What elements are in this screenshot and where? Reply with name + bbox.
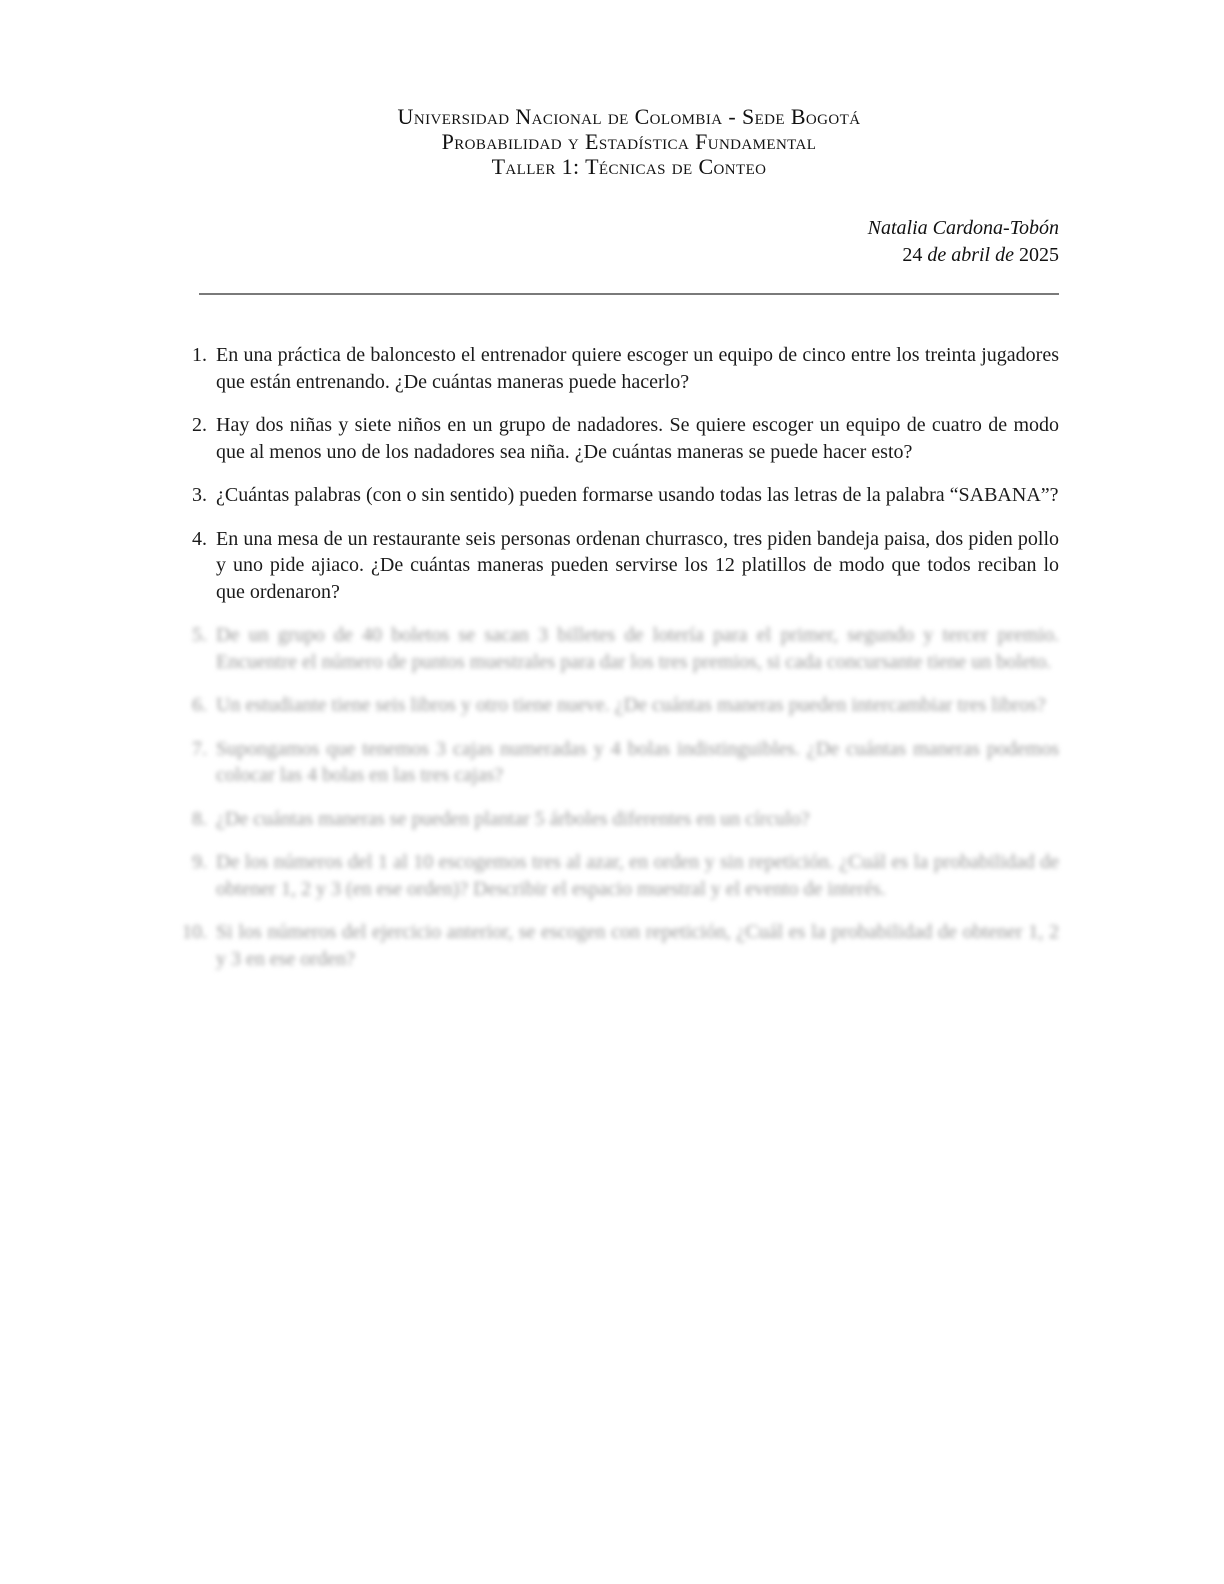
- problem-number: 4.: [192, 527, 207, 550]
- problem-item-3: [192, 482, 1059, 509]
- problem-item-4: [192, 526, 1059, 606]
- problem-item-10: [182, 919, 1059, 972]
- problem-text: ¿De cuántas maneras se pueden plantar 5 árboles diferentes en un círculo?: [216, 807, 810, 830]
- author-name: Natalia Cardona-Tobón: [867, 217, 1059, 239]
- problem-item-6: [192, 692, 1059, 719]
- horizontal-rule: [199, 293, 1059, 295]
- byline: [199, 215, 1059, 269]
- problem-number: 3.: [192, 484, 207, 506]
- problem-text: De los números del 1 al 10 escogemos tres al azar, en orden y sin repetición. ¿Cuál es la probabilidad de obtener 1, 2 y 3 (en ese orden)? Describir el espacio muestral y el evento de interés.: [216, 851, 1059, 900]
- problem-text: De un grupo de 40 boletos se sacan 3 billetes de lotería para el primer, segundo y tercer premio. Encuentre el número de puntos muestrales para dar los tres premios, si cada concursante tiene un boleto.: [216, 624, 1059, 673]
- problem-number: 10.: [182, 921, 207, 943]
- problem-number: 1.: [192, 344, 207, 366]
- problem-item-7: [192, 736, 1059, 789]
- page-content: [182, 0, 1059, 989]
- problem-item-1: [192, 342, 1059, 395]
- title-university: Universidad Nacional de Colombia - Sede Bogotá: [397, 104, 861, 129]
- date-day: 24: [902, 244, 923, 266]
- date-year: 2025: [1019, 244, 1059, 266]
- problem-text: Si los números del ejercicio anterior, se escogen con repetición, ¿Cuál es la probabilidad de obtener 1, 2 y 3 en ese orden?: [216, 921, 1059, 970]
- date-words: de abril de: [922, 244, 1019, 266]
- problem-number: 7.: [192, 737, 207, 760]
- problem-number: 8.: [192, 807, 207, 830]
- problem-item-2: [192, 412, 1059, 465]
- problem-item-8: [192, 806, 1059, 833]
- problem-list: [182, 342, 1059, 972]
- problem-text: Un estudiante tiene seis libros y otro tiene nueve. ¿De cuántas maneras pueden intercambiar tres libros?: [216, 694, 1046, 716]
- document-date: [199, 242, 1059, 269]
- problem-number: 2.: [192, 414, 207, 436]
- problem-number: 5.: [192, 624, 207, 646]
- problem-text: En una práctica de baloncesto el entrenador quiere escoger un equipo de cinco entre los treinta jugadores que están entrenando. ¿De cuántas maneras puede hacerlo?: [216, 344, 1059, 393]
- problem-number: 9.: [192, 851, 207, 873]
- title-course: Probabilidad y Estadística Fundamental: [441, 129, 817, 154]
- problem-item-5: [192, 622, 1059, 675]
- problem-text: Supongamos que tenemos 3 cajas numeradas y 4 bolas indistinguibles. ¿De cuántas maneras podemos colocar las 4 bolas en las tres cajas?: [216, 737, 1059, 786]
- title-workshop: Taller 1: Técnicas de Conteo: [491, 154, 767, 179]
- problem-number: 6.: [192, 694, 207, 716]
- document-title: [199, 104, 1059, 179]
- problem-text: En una mesa de un restaurante seis personas ordenan churrasco, tres piden bandeja paisa, dos piden pollo y uno pide ajiaco. ¿De cuántas maneras pueden servirse los 12 platillos de modo que todos reciban lo que ordenaron?: [216, 527, 1059, 603]
- problem-text: ¿Cuántas palabras (con o sin sentido) pueden formarse usando todas las letras de la palabra “SABANA”?: [216, 484, 1059, 506]
- problem-text: Hay dos niñas y siete niños en un grupo de nadadores. Se quiere escoger un equipo de cuatro de modo que al menos uno de los nadadores sea niña. ¿De cuántas maneras se puede hacer esto?: [216, 414, 1059, 463]
- problem-item-9: [192, 849, 1059, 902]
